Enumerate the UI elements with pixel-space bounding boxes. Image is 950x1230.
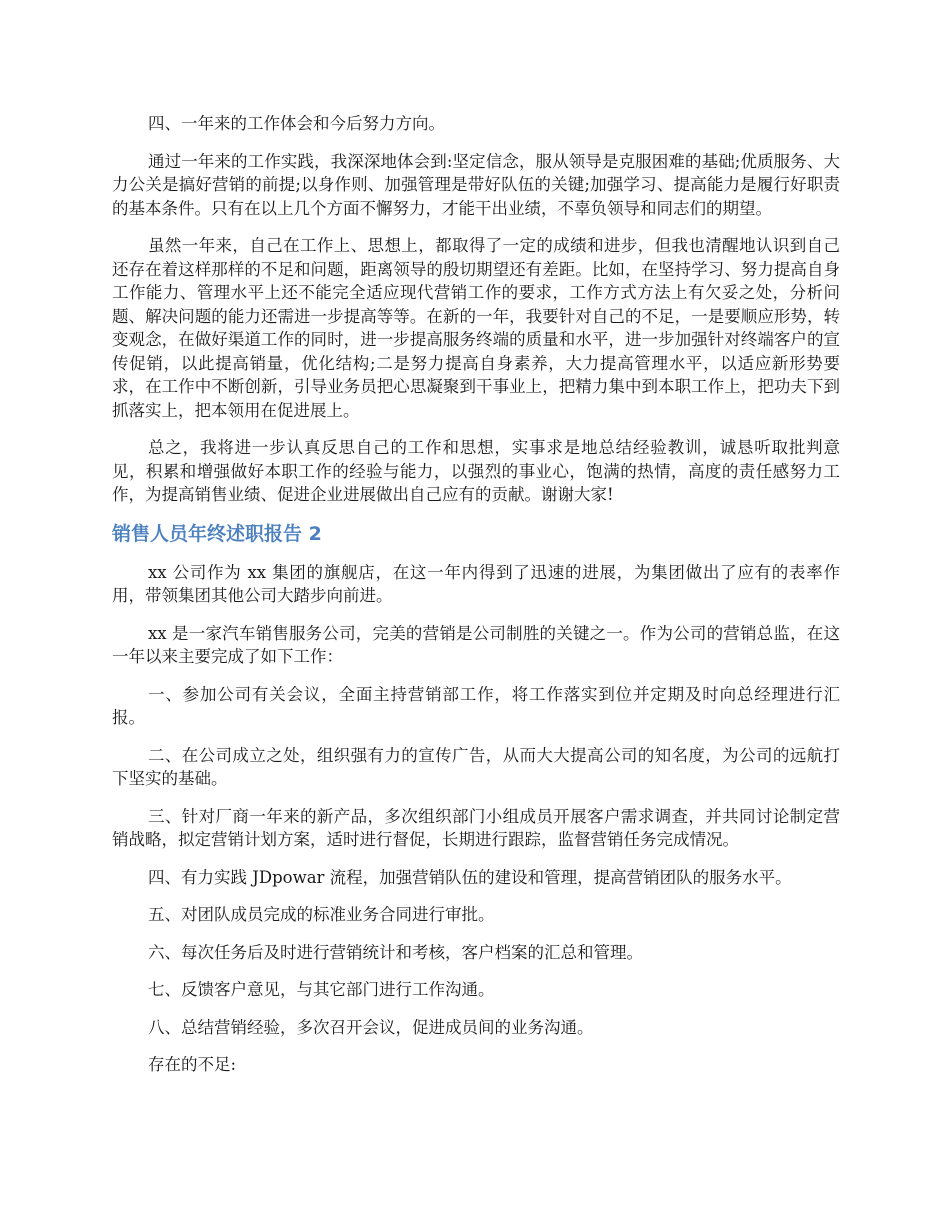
list-item: 三、针对厂商一年来的新产品，多次组织部门小组成员开展客户需求调查，并共同讨论制定营销战略，拟定营销计划方案，适时进行督促，长期进行跟踪，监督营销任务完成情况。 — [112, 806, 840, 849]
list-item: 一、参加公司有关会议，全面主持营销部工作，将工作落实到位并定期及时向总经理进行汇报。 — [112, 684, 840, 727]
paragraph: 总之，我将进一步认真反思自己的工作和思想，实事求是地总结经验教训，诚恳听取批判意见，积累和增强做好本职工作的经验与能力，以强烈的事业心，饱满的热情，高度的责任感努力工作，为提高销售业绩、促进企业进展做出自己应有的贡献。谢谢大家! — [112, 438, 840, 504]
paragraph: xx 公司作为 xx 集团的旗舰店，在这一年内得到了迅速的进展，为集团做出了应有的表率作用，带领集团其他公司大踏步向前进。 — [112, 562, 840, 605]
paragraph: 存在的不足: — [148, 1055, 237, 1074]
list-item: 四、有力实践 JDpowar 流程，加强营销队伍的建设和管理，提高营销团队的服务水平。 — [148, 867, 792, 887]
report-title-2: 销售人员年终述职报告 2 — [112, 522, 322, 545]
paragraph: 通过一年来的工作实践，我深深地体会到:坚定信念，服从领导是克服困难的基础;优质服务、大力公关是搞好营销的前提;以身作则、加强管理是带好队伍的关键;加强学习、提高能力是履行好职责的基本条件。只有在以上几个方面不懈努力，才能干出业绩，不辜负领导和同志们的期望。 — [112, 151, 840, 218]
list-item: 七、反馈客户意见，与其它部门进行工作沟通。 — [148, 980, 495, 999]
list-item: 二、在公司成立之处，组织强有力的宣传广告，从而大大提高公司的知名度，为公司的远航打下坚实的基础。 — [112, 745, 840, 788]
list-item: 五、对团队成员完成的标准业务合同进行审批。 — [148, 905, 495, 924]
paragraph: 虽然一年来，自己在工作上、思想上，都取得了一定的成绩和进步，但我也清醒地认识到自己还存在着这样那样的不足和问题，距离领导的殷切期望还有差距。比如，在坚持学习、努力提高自身工作能力、管理水平上还不能完全适应现代营销工作的要求，工作方式方法上有欠妥之处，分析问题、解决问题的能力还需进一步提高等等。在新的一年，我要针对自己的不足，一是要顺应形势，转变观念，在做好渠道工作的同时，进一步提高服务终端的质量和水平，进一步加强针对终端客户的宣传促销，以此提高销量，优化结构;二是努力提高自身素养，大力提高管理水平，以适应新形势要求，在工作中不断创新，引导业务员把心思凝聚到干事业上，把精力集中到本职工作上，把功夫下到抓落实上，把本领用在促进展上。 — [112, 236, 840, 420]
list-item: 八、总结营销经验，多次召开会议，促进成员间的业务沟通。 — [148, 1017, 594, 1037]
paragraph: xx 是一家汽车销售服务公司，完美的营销是公司制胜的关键之一。作为公司的营销总监，在这一年以来主要完成了如下工作： — [112, 623, 840, 666]
document-page — [112, 112, 840, 1091]
section-heading-four: 四、一年来的工作体会和今后努力方向。 — [148, 114, 445, 133]
list-item: 六、每次任务后及时进行营销统计和考核，客户档案的汇总和管理。 — [148, 942, 643, 962]
